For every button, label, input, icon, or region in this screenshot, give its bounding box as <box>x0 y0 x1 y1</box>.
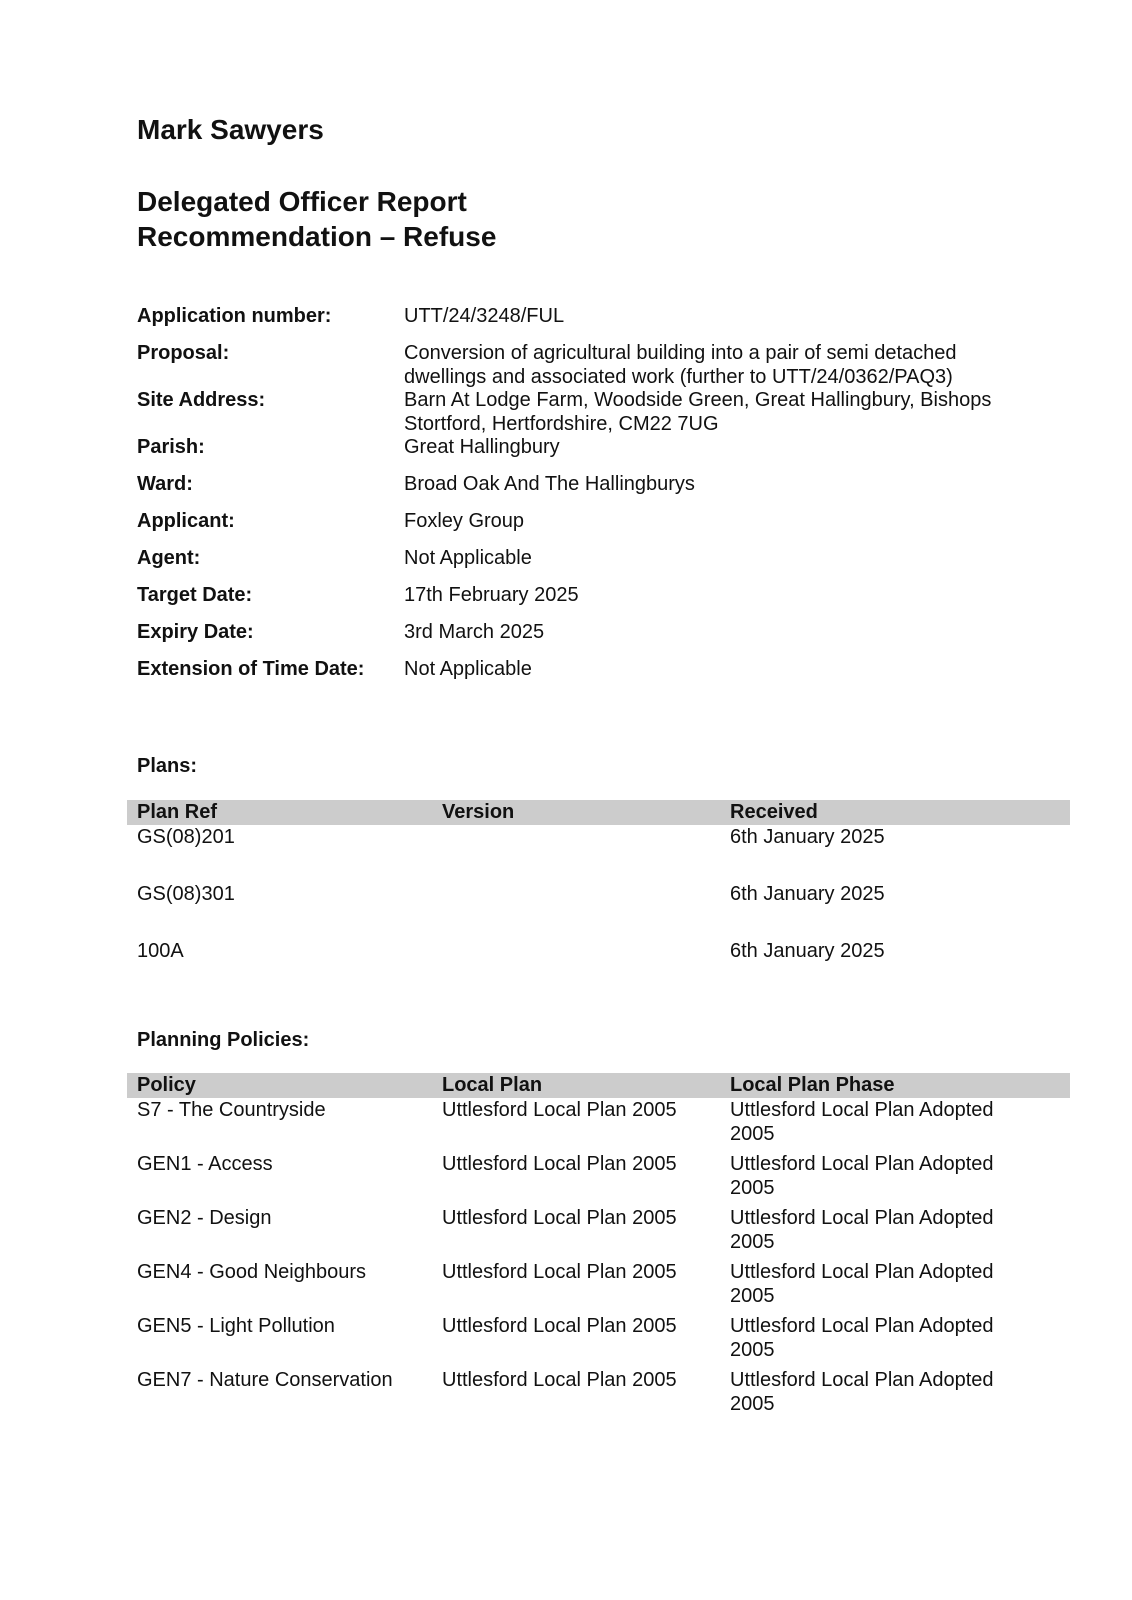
column-header-plan-ref: Plan Ref <box>137 801 218 823</box>
detail-value: Great Hallingbury <box>404 436 560 458</box>
plan-ref: GS(08)201 <box>137 826 235 848</box>
detail-row-extension-date <box>137 657 1017 694</box>
column-header-version: Version <box>442 801 515 823</box>
detail-label: Target Date: <box>137 584 253 606</box>
planning-policies-heading: Planning Policies: <box>137 1029 310 1051</box>
detail-value: Not Applicable <box>404 658 532 680</box>
policy-name: GEN5 - Light Pollution <box>137 1315 335 1337</box>
plan-received: 6th January 2025 <box>730 826 885 848</box>
policy-local-plan: Uttlesford Local Plan 2005 <box>442 1261 677 1283</box>
detail-value: UTT/24/3248/FUL <box>404 305 565 327</box>
column-header-received: Received <box>730 801 818 823</box>
plan-ref: 100A <box>137 940 184 962</box>
detail-row-applicant <box>137 509 1017 546</box>
plan-received: 6th January 2025 <box>730 940 885 962</box>
policy-name: GEN7 - Nature Conservation <box>137 1369 393 1391</box>
policy-local-plan: Uttlesford Local Plan 2005 <box>442 1207 677 1229</box>
detail-value: Barn At Lodge Farm, Woodside Green, Great Hallingbury, Bishops Stortford, Hertfordshire, CM22 7UG <box>404 389 992 435</box>
plan-version <box>442 882 730 939</box>
policy-local-plan-phase: Uttlesford Local Plan Adopted 2005 <box>730 1153 994 1199</box>
report-title-line1: Delegated Officer Report <box>137 186 467 217</box>
detail-value: Broad Oak And The Hallingburys <box>404 473 695 495</box>
policy-local-plan-phase: Uttlesford Local Plan Adopted 2005 <box>730 1207 994 1253</box>
report-recommendation: Recommendation – Refuse <box>137 221 497 252</box>
policy-local-plan: Uttlesford Local Plan 2005 <box>442 1153 677 1175</box>
detail-label: Extension of Time Date: <box>137 658 365 680</box>
detail-value: Not Applicable <box>404 547 532 569</box>
detail-row-proposal <box>137 341 1017 388</box>
table-row <box>127 1368 1070 1422</box>
policy-local-plan-phase: Uttlesford Local Plan Adopted 2005 <box>730 1261 994 1307</box>
detail-row-application-number <box>137 304 1017 341</box>
plan-version <box>442 825 730 882</box>
policy-local-plan-phase: Uttlesford Local Plan Adopted 2005 <box>730 1369 994 1415</box>
detail-label: Ward: <box>137 473 193 495</box>
detail-label: Parish: <box>137 436 205 458</box>
detail-row-ward <box>137 472 1017 509</box>
detail-value: 17th February 2025 <box>404 584 579 606</box>
table-row <box>127 882 1070 939</box>
detail-value: Foxley Group <box>404 510 525 532</box>
application-details <box>137 304 1017 694</box>
policy-local-plan: Uttlesford Local Plan 2005 <box>442 1315 677 1337</box>
table-row <box>127 1098 1070 1152</box>
column-header-policy: Policy <box>137 1074 196 1096</box>
detail-label: Application number: <box>137 305 332 327</box>
table-row <box>127 1314 1070 1368</box>
column-header-local-plan: Local Plan <box>442 1074 543 1096</box>
column-header-local-plan-phase: Local Plan Phase <box>730 1074 895 1096</box>
detail-label: Site Address: <box>137 389 266 411</box>
table-row <box>127 1206 1070 1260</box>
report-title <box>137 184 496 254</box>
detail-label: Expiry Date: <box>137 621 254 643</box>
detail-row-agent <box>137 546 1017 583</box>
detail-label: Applicant: <box>137 510 235 532</box>
detail-row-expiry-date <box>137 620 1017 657</box>
detail-label: Proposal: <box>137 342 230 364</box>
policy-name: GEN4 - Good Neighbours <box>137 1261 367 1283</box>
plan-ref: GS(08)301 <box>137 883 235 905</box>
policy-name: GEN1 - Access <box>137 1153 273 1175</box>
plan-received: 6th January 2025 <box>730 883 885 905</box>
table-header <box>127 800 1070 825</box>
detail-row-site-address <box>137 388 1017 435</box>
policy-name: S7 - The Countryside <box>137 1099 326 1121</box>
detail-row-parish <box>137 435 1017 472</box>
officer-name: Mark Sawyers <box>137 114 324 145</box>
table-header <box>127 1073 1070 1098</box>
policies-table <box>127 1073 1070 1422</box>
table-row <box>127 825 1070 882</box>
policy-local-plan: Uttlesford Local Plan 2005 <box>442 1369 677 1391</box>
plans-table <box>127 800 1070 996</box>
detail-label: Agent: <box>137 547 201 569</box>
policy-local-plan-phase: Uttlesford Local Plan Adopted 2005 <box>730 1315 994 1361</box>
table-row <box>127 1152 1070 1206</box>
detail-row-target-date <box>137 583 1017 620</box>
policy-local-plan: Uttlesford Local Plan 2005 <box>442 1099 677 1121</box>
table-row <box>127 1260 1070 1314</box>
table-row <box>127 939 1070 996</box>
detail-value: Conversion of agricultural building into a pair of semi detached dwellings and associated work (further to UTT/24/0362/PAQ3) <box>404 342 957 388</box>
plan-version <box>442 939 730 996</box>
plans-heading: Plans: <box>137 755 198 777</box>
detail-value: 3rd March 2025 <box>404 621 545 643</box>
policy-name: GEN2 - Design <box>137 1207 272 1229</box>
policy-local-plan-phase: Uttlesford Local Plan Adopted 2005 <box>730 1099 994 1145</box>
